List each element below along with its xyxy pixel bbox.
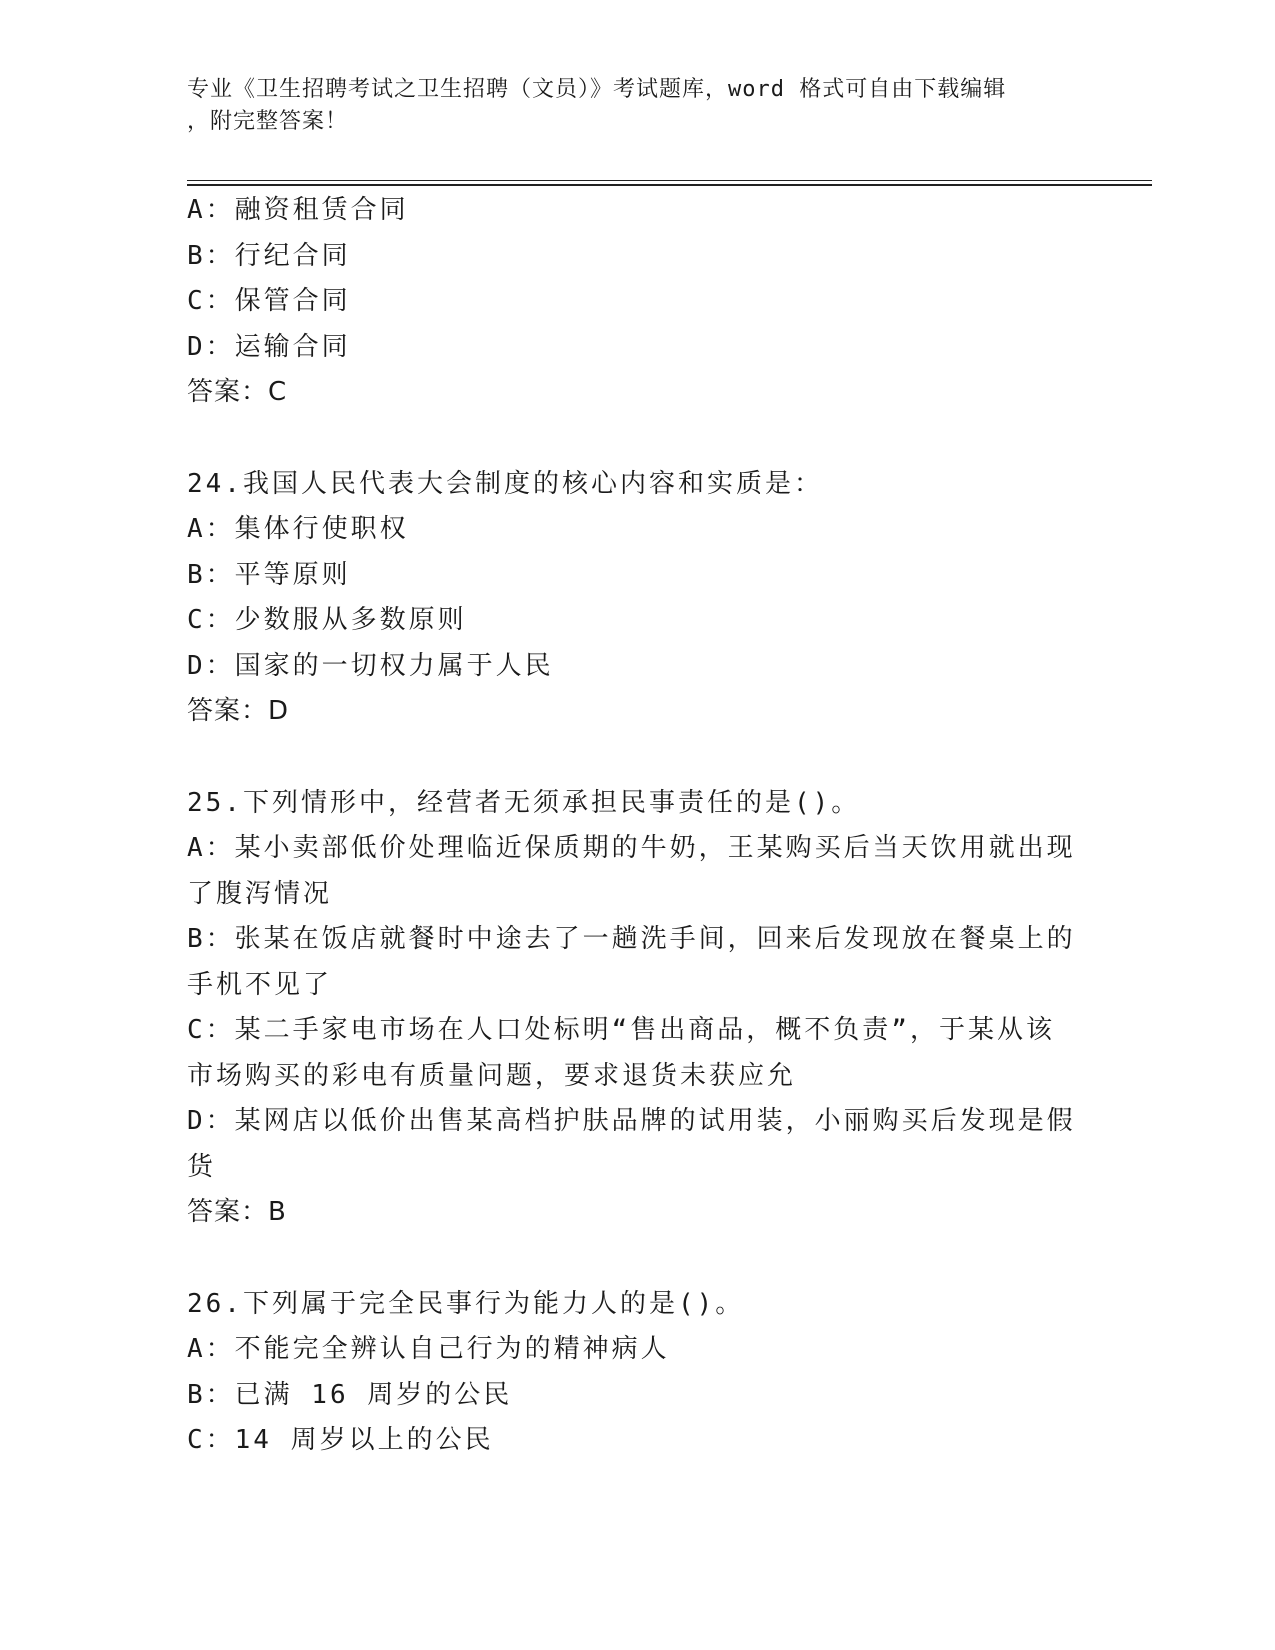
spacer — [187, 1236, 1087, 1282]
q23-answer: 答案：C — [187, 377, 288, 407]
q25-answer: 答案：B — [187, 1197, 287, 1227]
q23-option-b: B：行纪合同 — [187, 240, 351, 271]
q26-option-a: A：不能完全辨认自己行为的精神病人 — [187, 1334, 670, 1364]
q26-option-b: B：已满 16 周岁的公民 — [187, 1379, 513, 1410]
q25-option-c-line-1: C：某二手家电市场在人口处标明“售出商品，概不负责”，于某从该 — [187, 1015, 1055, 1045]
question-26-block — [187, 1282, 1087, 1464]
q25-option-b-line-2: 手机不见了 — [187, 969, 333, 1000]
header-divider-thick — [187, 184, 1152, 186]
q25-option-d-line-2: 货 — [187, 1151, 217, 1182]
question-24-block — [187, 462, 1087, 735]
document-header — [187, 74, 1067, 138]
q24-option-c: C：少数服从多数原则 — [187, 605, 467, 635]
question-23-block — [187, 188, 1087, 416]
q26-question: 26.下列属于完全民事行为能力人的是()。 — [187, 1288, 745, 1319]
q24-option-b: B：平等原则 — [187, 559, 351, 590]
spacer — [187, 735, 1087, 781]
q23-option-a: A：融资租赁合同 — [187, 195, 409, 225]
q25-option-a-line-1: A：某小卖部低价处理临近保质期的牛奶，王某购买后当天饮用就出现 — [187, 833, 1076, 863]
header-title-line-2: ，附完整答案！ — [187, 109, 349, 134]
q23-option-c: C：保管合同 — [187, 286, 351, 316]
q23-option-d: D：运输合同 — [187, 331, 351, 362]
q25-option-d-line-1: D：某网店以低价出售某高档护肤品牌的试用装，小丽购买后发现是假 — [187, 1106, 1076, 1136]
q25-option-c-line-2: 市场购买的彩电有质量问题，要求退货未获应允 — [187, 1060, 797, 1091]
q25-option-b-line-1: B：张某在饭店就餐时中途去了一趟洗手间，回来后发现放在餐桌上的 — [187, 924, 1076, 954]
q24-option-a: A：集体行使职权 — [187, 514, 409, 544]
q26-option-c: C：14 周岁以上的公民 — [187, 1425, 494, 1455]
header-divider-thin — [187, 180, 1152, 181]
q25-option-a-line-2: 了腹泻情况 — [187, 878, 333, 909]
q24-option-d: D：国家的一切权力属于人民 — [187, 650, 554, 681]
q25-question: 25.下列情形中，经营者无须承担民事责任的是()。 — [187, 787, 861, 818]
header-title-line-1: 专业《卫生招聘考试之卫生招聘（文员）》考试题库，word 格式可自由下载编辑 — [187, 77, 1007, 102]
spacer — [187, 416, 1087, 462]
q24-question: 24.我国人民代表大会制度的核心内容和实质是： — [187, 468, 823, 499]
q24-answer: 答案：D — [187, 696, 290, 726]
question-25-block — [187, 781, 1087, 1236]
question-list — [187, 188, 1087, 1464]
